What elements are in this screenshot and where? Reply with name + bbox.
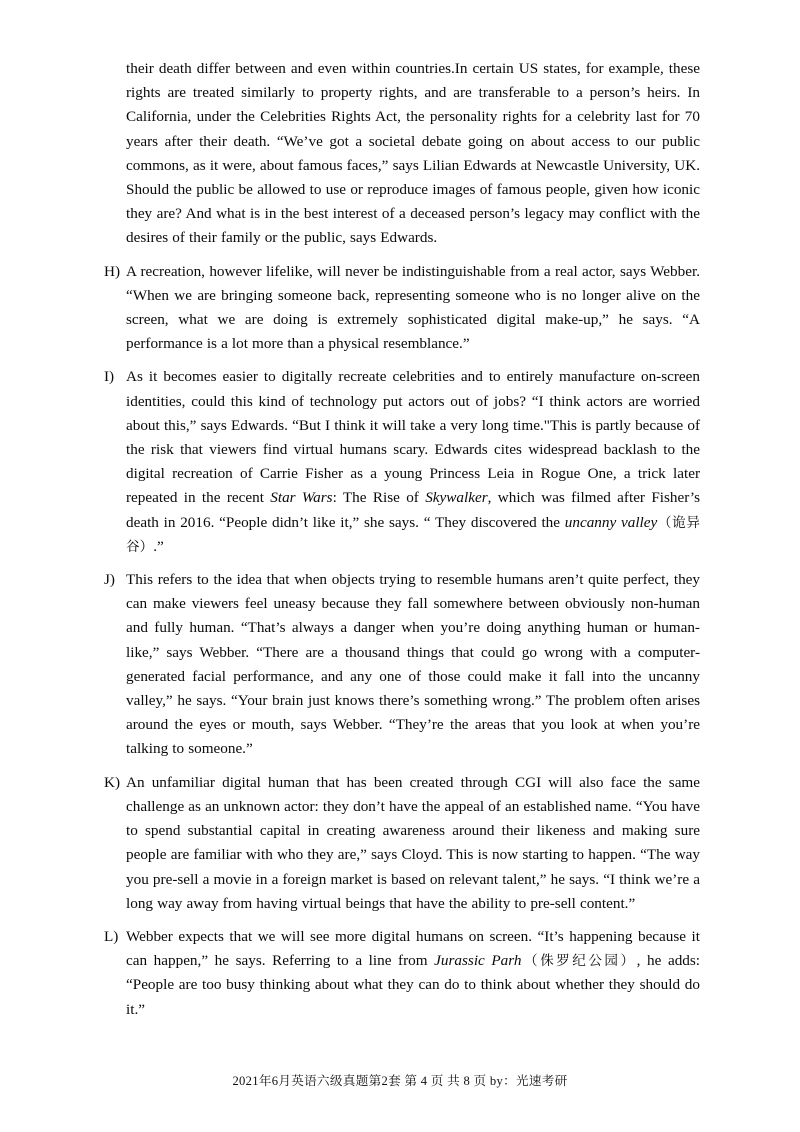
text-run: , he adds: “People are too busy thinking about what they can do to think about whether they should do it.”	[126, 952, 701, 1018]
footer-text: 2021年6月英语六级真题第2套 第 4 页 共 8 页 by：光速考研	[232, 1074, 568, 1088]
text-run: Webber expects that we will see more digital humans on screen. “It’s happening because it can happen,” he says. Referring to a line from	[126, 927, 700, 970]
paragraph-text	[126, 771, 700, 916]
text-run: This refers to the idea that when objects trying to resemble humans aren’t quite perfect, they can make viewers feel uneasy because they fall somewhere between obviously non-human and fully human. “That’s always a danger when you’re doing anything human or human-like,” says Webber. “There are a thousand things that could go wrong with a computer-generated facial performance, and any one of those could make it fall into the uncanny valley,” he says. “Your brain just knows there’s something wrong.” The problem often arises around the eyes or mouth, says Webber. “They’re the areas that you look at when you’re talking to someone.”	[126, 571, 700, 758]
italic-title: Skywalker	[425, 489, 488, 507]
paragraph-block	[104, 260, 700, 357]
paragraph-block	[104, 568, 700, 762]
passage-content	[104, 57, 700, 1030]
text-run: their death differ between and even within countries.In certain US states, for example, these rights are treated similarly to property rights, and are transferable to a person’s heirs. In California, under the Celebrities Rights Act, the personality rights for a celebrity last for 70 years after their death. “We’ve got a societal debate going on about access to our public commons, as it were, about famous faces,” says Lilian Edwards at Newcastle University, UK. Should the public be allowed to use or reproduce images of famous people, given how iconic they are? And what is in the best interest of a deceased person’s legacy may conflict with the desires of their family or the public, says Edwards.	[126, 60, 700, 247]
paragraph-label: I)	[104, 368, 115, 386]
paragraph-block	[104, 57, 700, 251]
paragraph-label: H)	[104, 262, 121, 280]
italic-title: uncanny valley	[564, 513, 658, 531]
paragraph-text	[126, 365, 700, 559]
text-run: A recreation, however lifelike, will never be indistinguishable from a real actor, says Webber. “When we are bringing someone back, representing someone who is no longer alive on the screen, what we are doing is extremely sophisticated digital make-up,” he says. “A performance is a lot more than a physical resemblance.”	[126, 262, 700, 353]
paragraph-text	[126, 260, 700, 357]
paragraph-label: L)	[104, 927, 119, 945]
paragraph-block	[104, 365, 700, 559]
italic-title: Star Wars	[270, 489, 333, 507]
italic-title: Jurassic Parh	[434, 952, 522, 970]
paragraph-text	[126, 925, 700, 1022]
text-run: As it becomes easier to digitally recreate celebrities and to entirely manufacture on-screen identities, could this kind of technology put actors out of jobs? “I think actors are worried about this,” says Edwards. “But I think it will take a very long time."This is partly because of the risk that viewers find virtual humans scary. Edwards cites widespread backlash to the digital recreation of Carrie Fisher as a young Princess Leia in Rogue One, a trick later repeated in the recent	[126, 368, 700, 507]
paragraph-block	[104, 925, 700, 1022]
paragraph-block	[104, 771, 700, 916]
paragraph-text	[126, 568, 700, 762]
page-footer	[0, 1072, 800, 1090]
paragraph-text	[126, 57, 700, 251]
chinese-gloss: （诡异谷）	[126, 514, 701, 555]
text-run: : The Rise of	[332, 489, 426, 507]
text-run: , which was filmed after Fisher’s death in 2016. “People didn’t like it,” she says. “ They discovered the	[126, 489, 700, 531]
text-run: An unfamiliar digital human that has been created through CGI will also face the same challenge as an unknown actor: they don’t have the appeal of an established name. “You have to spend substantial capital in creating awareness around their likeness and making sure people are familiar with who they are,” says Cloyd. This is now starting to happen. “The way you pre-sell a movie in a foreign market is based on relevant talent,” he says. “I think we’re a long way away from having virtual beings that have the ability to pre-sell content.”	[126, 773, 700, 912]
text-run: .”	[153, 537, 164, 555]
chinese-gloss: （侏罗纪公园）	[521, 953, 637, 970]
paragraph-label: J)	[104, 571, 115, 589]
paragraph-label: K)	[104, 773, 121, 791]
